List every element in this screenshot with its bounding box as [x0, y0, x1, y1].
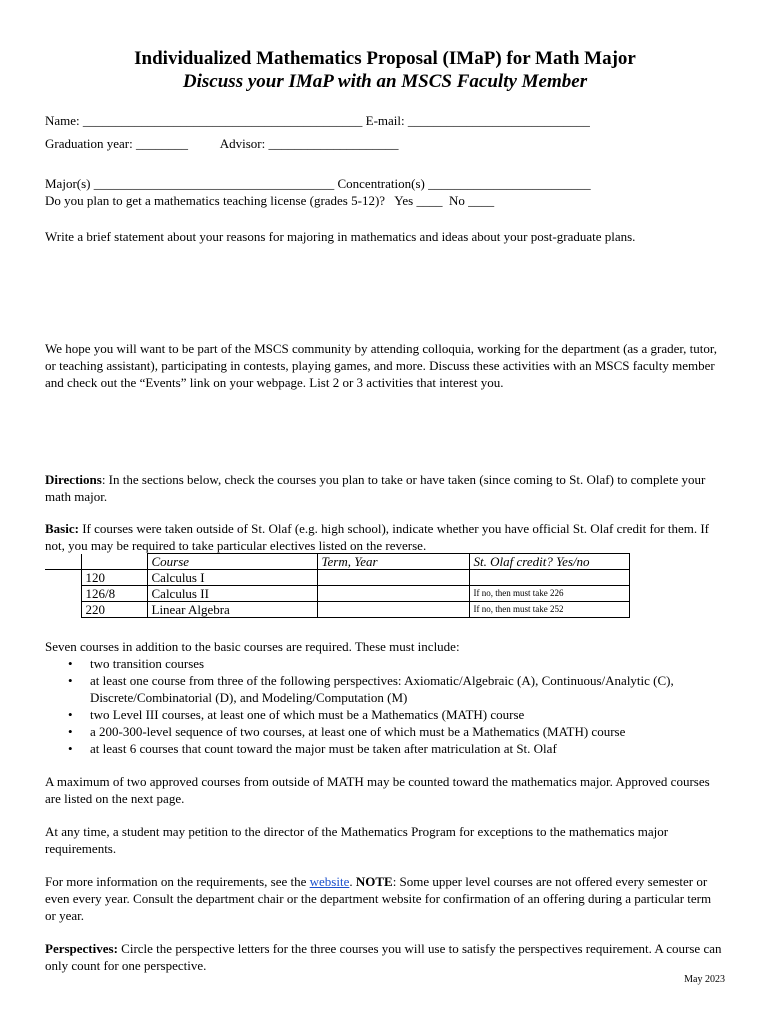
course-number: 126/8 — [81, 586, 147, 602]
perspectives-label: Perspectives: — [45, 941, 118, 956]
basic-courses-table — [45, 553, 630, 618]
approved-courses-text: A maximum of two approved courses from outside of MATH may be counted toward the mathematics major. Approved courses are listed on the next page. — [45, 774, 710, 806]
list-item: • a 200-300-level sequence of two courses, at least one of which must be a Mathematics (MATH) course — [90, 723, 725, 740]
table-row — [45, 602, 629, 618]
term-year-cell[interactable] — [317, 586, 469, 602]
requirements-list — [45, 655, 725, 757]
table-row — [45, 586, 629, 602]
page-subtitle: Discuss your IMaP with an MSCS Faculty Member — [182, 71, 588, 92]
major-concentration-field[interactable]: Major(s) _____________________________________ Concentration(s) _________________________ — [45, 176, 591, 191]
credit-cell[interactable]: If no, then must take 226 — [469, 586, 629, 602]
info-text: For more information on the requirements, see the website. NOTE: Some upper level courses are not offered every semester or even every year. Consult the department chair or the department website for confirmation of an offering during a particular term or year. — [45, 874, 712, 923]
term-year-cell[interactable] — [317, 570, 469, 586]
website-link[interactable]: website — [309, 874, 350, 889]
list-item: • at least 6 courses that count toward the major must be taken after matriculation at St. Olaf — [90, 740, 725, 757]
directions-text: Directions: In the sections below, check the courses you plan to take or have taken (since coming to St. Olaf) to complete your math major. — [45, 472, 706, 504]
header-term: Term, Year — [317, 554, 469, 570]
course-title: Calculus II — [147, 586, 317, 602]
name-email-field[interactable]: Name: ___________________________________________ E-mail: ____________________________ — [45, 113, 590, 128]
course-number: 120 — [81, 570, 147, 586]
basic-text: Basic: If courses were taken outside of St. Olaf (e.g. high school), indicate whether you have official St. Olaf credit for them. If not, you may be required to take particular electives listed on the reverse. — [45, 521, 710, 553]
table-header-row — [45, 554, 629, 570]
course-title: Linear Algebra — [147, 602, 317, 618]
statement-prompt: Write a brief statement about your reasons for majoring in mathematics and ideas about your post-graduate plans. — [45, 229, 636, 244]
table-row — [45, 570, 629, 586]
credit-cell[interactable]: If no, then must take 252 — [469, 602, 629, 618]
credit-cell[interactable] — [469, 570, 629, 586]
form-page — [45, 40, 725, 94]
footer-date: May 2023 — [684, 974, 725, 985]
list-item: • at least one course from three of the following perspectives: Axiomatic/Algebraic (A), Continuous/Analytic (C), Discrete/Combinatorial (D), and Modeling/Computation (M) — [90, 672, 725, 706]
course-title: Calculus I — [147, 570, 317, 586]
community-text: We hope you will want to be part of the MSCS community by attending colloquia, working for the department (as a grader, tutor, or teaching assistant), participating in contests, playing games, and more. Discuss these activities with an MSCS faculty member and check out the “Events” link on your webpage. List 2 or 3 activities that interest you. — [45, 341, 717, 390]
list-item: • two Level III courses, at least one of which must be a Mathematics (MATH) course — [90, 706, 725, 723]
page-title: Individualized Mathematics Proposal (IMaP) for Math Major — [134, 48, 636, 69]
note-label: NOTE — [355, 874, 393, 889]
term-year-cell[interactable] — [317, 602, 469, 618]
header-credit: St. Olaf credit? Yes/no — [469, 554, 629, 570]
basic-label: Basic: — [45, 521, 79, 536]
course-number: 220 — [81, 602, 147, 618]
teaching-license-question[interactable]: Do you plan to get a mathematics teaching license (grades 5-12)? Yes ____ No ____ — [45, 193, 495, 208]
header-course: Course — [147, 554, 317, 570]
list-item: • two transition courses — [90, 655, 725, 672]
petition-text: At any time, a student may petition to the director of the Mathematics Program for exceptions to the mathematics major requirements. — [45, 824, 669, 856]
requirements-intro: Seven courses in addition to the basic courses are required. These must include: — [45, 639, 460, 654]
directions-label: Directions — [45, 472, 102, 487]
perspectives-text: Perspectives: Circle the perspective letters for the three courses you will use to satisfy the perspectives requirement. A course can only count for one perspective. — [45, 941, 722, 973]
graduation-advisor-field[interactable]: Graduation year: ________ Advisor: ____________________ — [45, 136, 399, 151]
